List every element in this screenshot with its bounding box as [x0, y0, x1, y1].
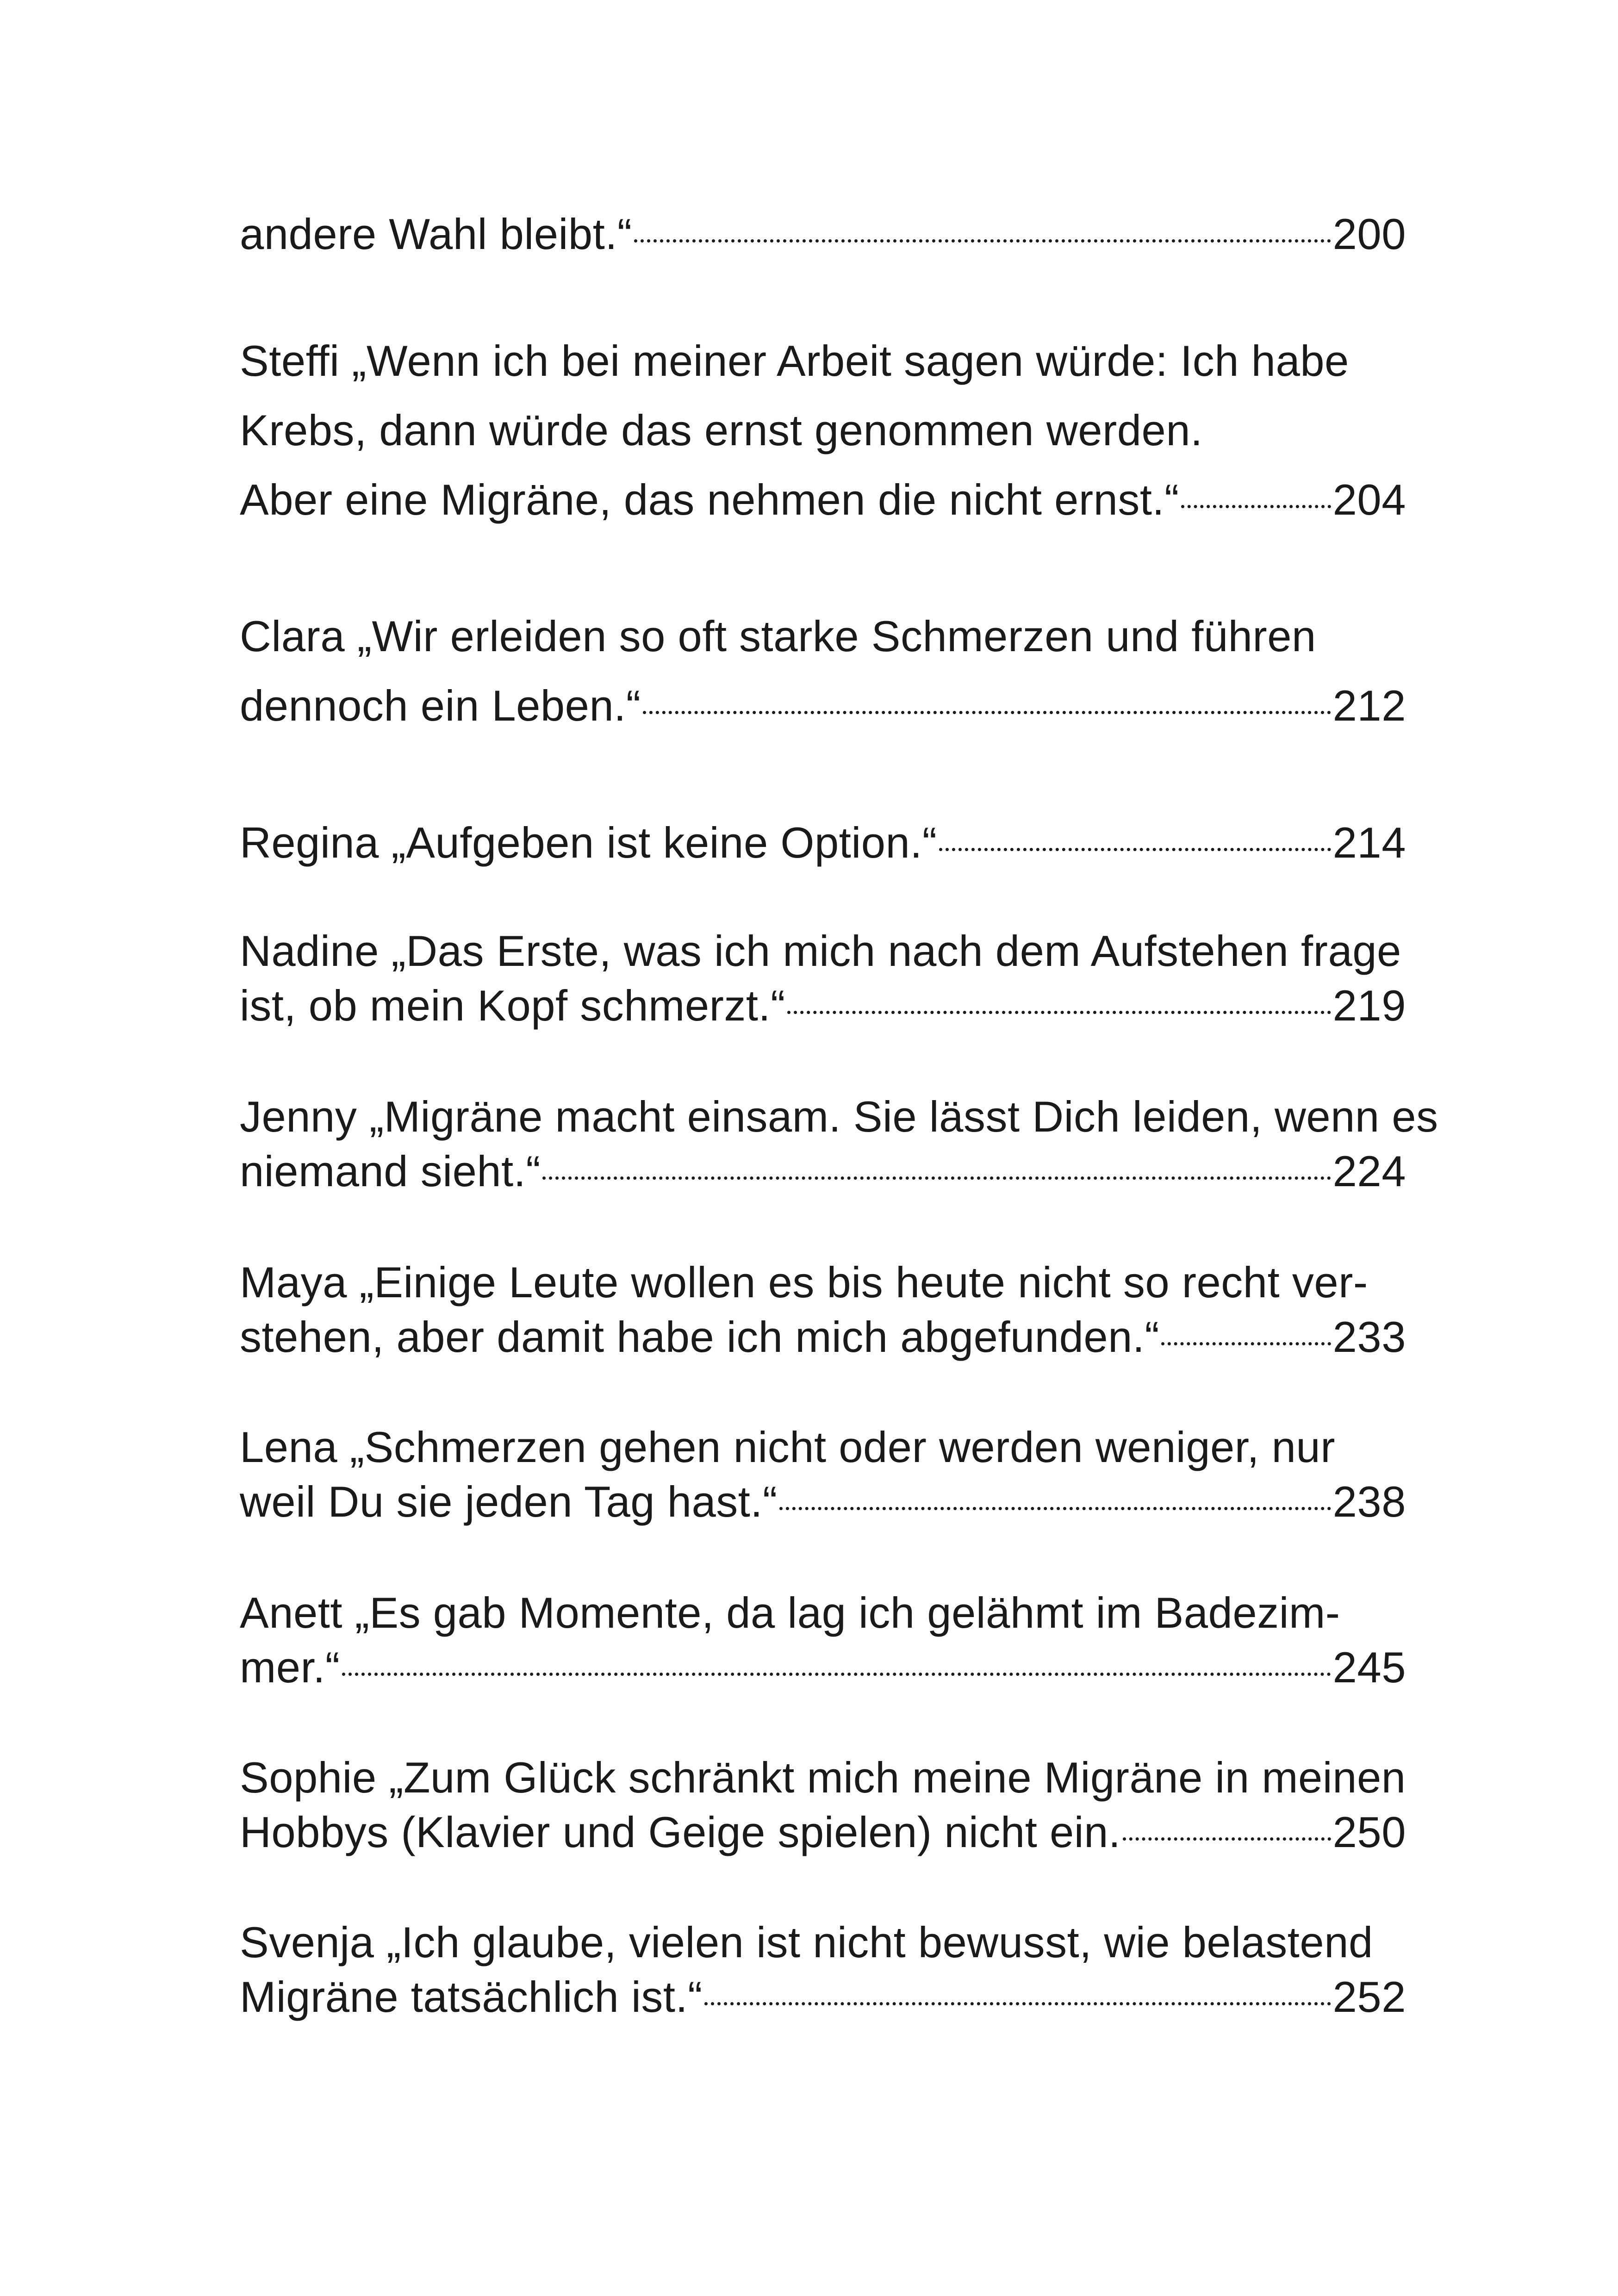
dot-leader [342, 1673, 1331, 1676]
toc-page-number: 212 [1332, 681, 1406, 730]
toc-page-number: 250 [1332, 1808, 1406, 1856]
toc-entry [240, 1586, 1406, 1695]
toc-entry-text: Aber eine Migräne, das nehmen die nicht ernst.“ [240, 475, 1179, 524]
toc-entry-text: Hobbys (Klavier und Geige spielen) nicht ein. [240, 1808, 1121, 1856]
toc-entry-text: andere Wahl bleibt.“ [240, 210, 632, 258]
toc-page-number: 200 [1332, 210, 1406, 258]
toc-entry-text: mer.“ [240, 1643, 340, 1692]
toc-entry-line: Jenny „Migräne macht einsam. Sie lässt Dich leiden, wenn es [240, 1092, 1438, 1141]
toc-entry-text: Regina „Aufgeben ist keine Option.“ [240, 818, 937, 867]
toc-entry-text: ist, ob mein Kopf schmerzt.“ [240, 981, 785, 1030]
toc-entry-text: stehen, aber damit habe ich mich abgefunden.“ [240, 1313, 1160, 1361]
dot-leader [1123, 1837, 1331, 1841]
toc-page-number: 214 [1332, 818, 1406, 867]
toc-entry [240, 1089, 1438, 1199]
toc-entry-line: Clara „Wir erleiden so oft starke Schmerzen und führen [240, 612, 1316, 660]
dot-leader [634, 239, 1331, 243]
dot-leader [779, 1507, 1331, 1510]
toc-entry-line: Sophie „Zum Glück schränkt mich meine Migräne in meinen [240, 1753, 1406, 1802]
dot-leader [542, 1176, 1331, 1180]
toc-entry-last-line [240, 1970, 1406, 2024]
toc-entry-last-line [240, 207, 1406, 261]
toc-entry-line: Maya „Einige Leute wollen es bis heute nicht so recht ver- [240, 1258, 1368, 1307]
dot-leader [1181, 505, 1331, 508]
toc-entry [240, 1915, 1406, 2024]
toc-page-number: 233 [1332, 1313, 1406, 1361]
toc-entry-line: Anett „Es gab Momente, da lag ich gelähmt im Badezim- [240, 1588, 1340, 1637]
toc-entry-line: Nadine „Das Erste, was ich mich nach dem Aufstehen frage [240, 927, 1401, 975]
toc-entry-last-line [240, 671, 1406, 740]
toc-entry [240, 924, 1406, 1033]
toc-entry-text: niemand sieht.“ [240, 1147, 541, 1195]
dot-leader [1161, 1342, 1331, 1345]
dot-leader [643, 711, 1331, 714]
toc-entry [240, 1750, 1406, 1860]
toc-page-number: 238 [1332, 1477, 1406, 1526]
toc-page-number: 245 [1332, 1643, 1406, 1692]
toc-entry-text: dennoch ein Leben.“ [240, 681, 641, 730]
toc-entry-last-line [240, 1144, 1406, 1199]
toc-entry [240, 1420, 1406, 1529]
toc-entry-line: Svenja „Ich glaube, vielen ist nicht bewusst, wie belastend [240, 1918, 1373, 1966]
toc-page-number: 252 [1332, 1972, 1406, 2021]
toc-entry-last-line [240, 465, 1406, 535]
toc-entry-text: weil Du sie jeden Tag hast.“ [240, 1477, 778, 1526]
toc-entry [240, 815, 1406, 870]
dot-leader [787, 1011, 1331, 1014]
toc-entry [240, 1255, 1406, 1364]
toc-entry [240, 207, 1406, 261]
toc-entry-last-line [240, 1640, 1406, 1695]
toc-entry [240, 602, 1406, 740]
toc-entry-last-line [240, 1805, 1406, 1860]
toc-entry-last-line [240, 815, 1406, 870]
dot-leader [704, 2002, 1331, 2005]
toc-page-number: 219 [1332, 981, 1406, 1030]
toc-entry-last-line [240, 1475, 1406, 1529]
toc-entry [240, 326, 1406, 535]
dot-leader [939, 848, 1331, 851]
toc-entry-line: Lena „Schmerzen gehen nicht oder werden weniger, nur [240, 1423, 1336, 1471]
toc-entry-last-line [240, 1310, 1406, 1364]
toc-entry-line: Steffi „Wenn ich bei meiner Arbeit sagen würde: Ich habe [240, 336, 1349, 385]
toc-page-number: 204 [1332, 475, 1406, 524]
toc-entry-text: Migräne tatsächlich ist.“ [240, 1972, 703, 2021]
toc-page-number: 224 [1332, 1147, 1406, 1195]
toc-entry-last-line [240, 978, 1406, 1033]
toc-entry-line: Krebs, dann würde das ernst genommen werden. [240, 406, 1203, 454]
